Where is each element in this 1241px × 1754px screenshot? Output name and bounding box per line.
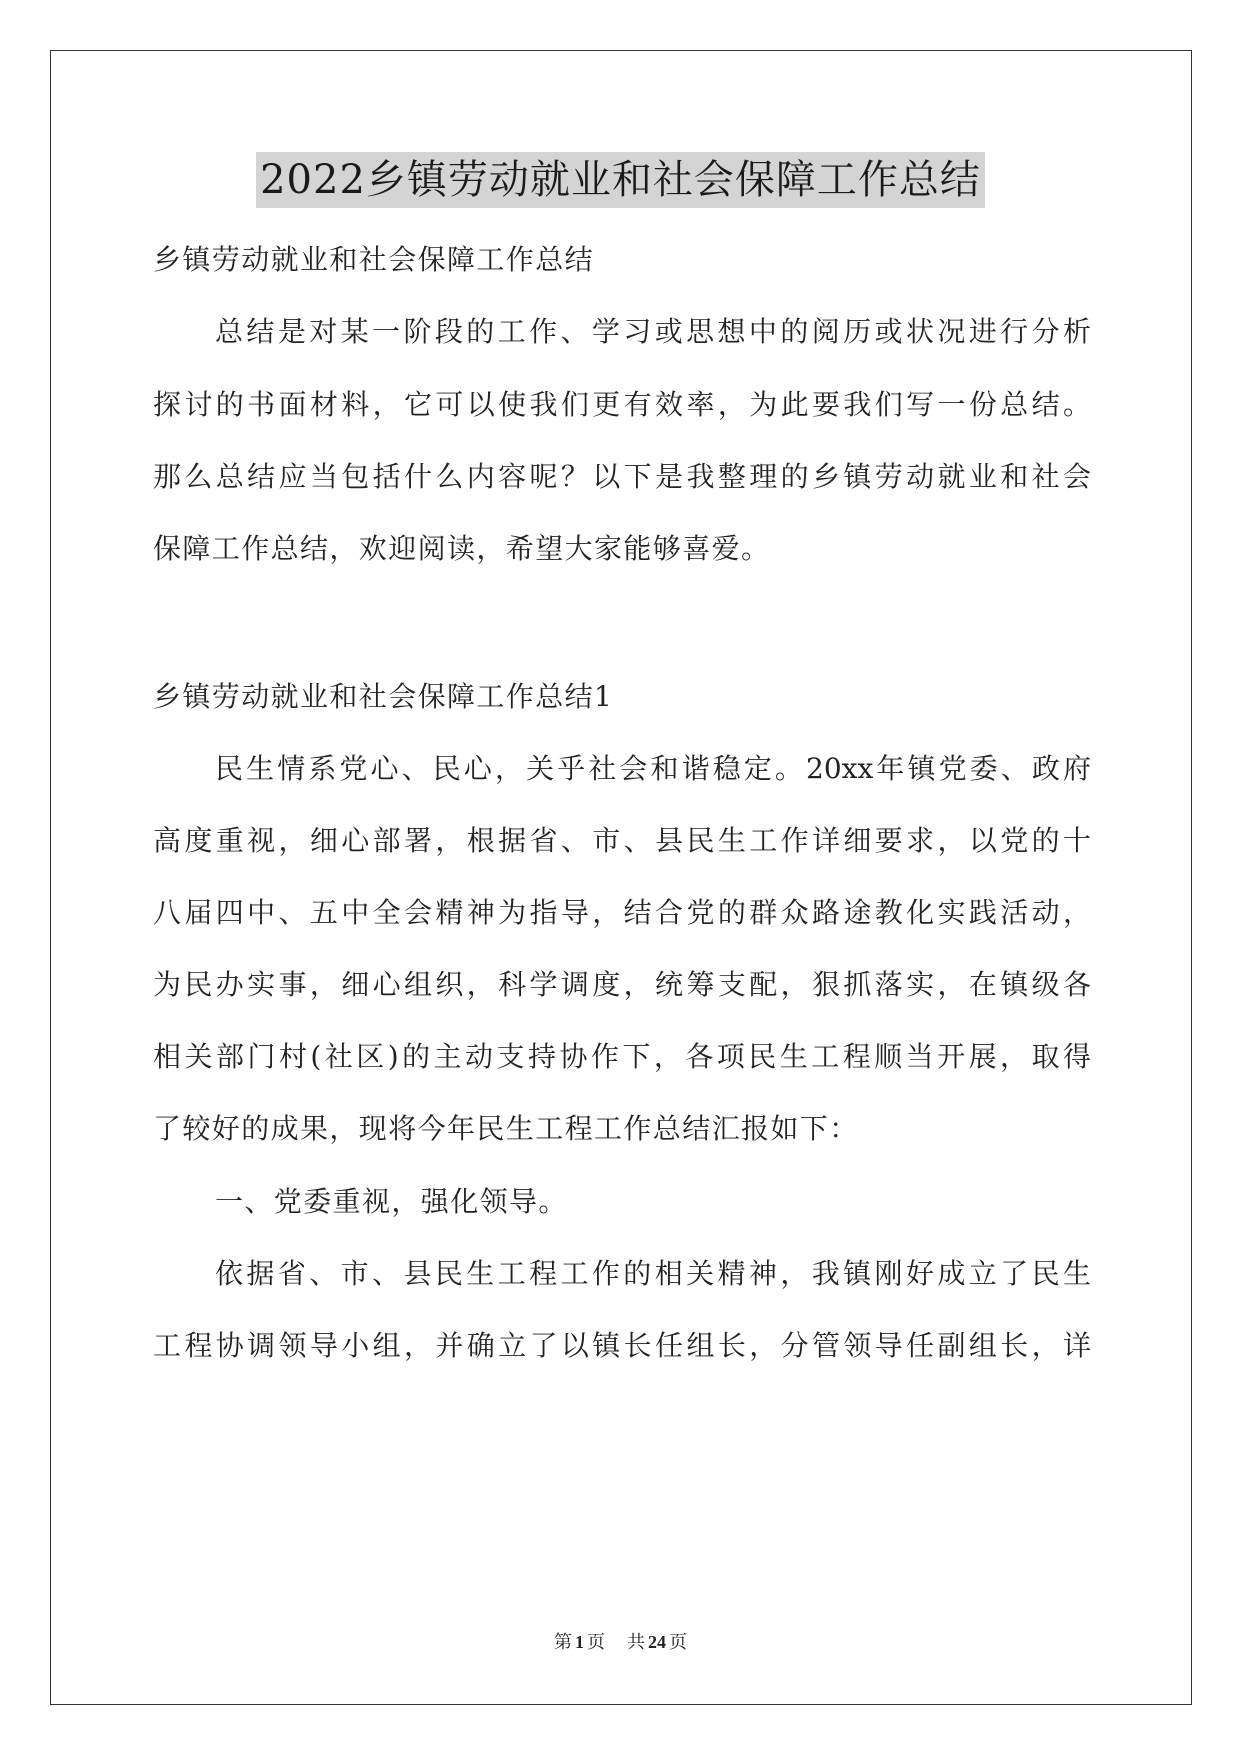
page-border [50,50,1192,1705]
page-suffix: 页 [587,1632,605,1652]
section-line: 民生情系党心、民心，关乎社会和谐稳定。20xx年镇党委、政府 [215,752,1091,785]
page-number: 1 [575,1632,584,1652]
page-footer [0,1630,1241,1654]
section-line: 八届四中、五中全会精神为指导，结合党的群众路途教化实践活动， [153,896,1091,929]
section-line: 高度重视，细心部署，根据省、市、县民生工作详细要求，以党的十 [153,824,1091,857]
total-suffix: 页 [669,1632,687,1652]
intro-line: 保障工作总结，欢迎阅读，希望大家能够喜爱。 [153,532,771,565]
intro-line: 探讨的书面材料，它可以使我们更有效率，为此要我们写一份总结。 [153,388,1091,421]
total-prefix: 共 [627,1632,645,1652]
title-container [0,152,1241,208]
section-line: 相关部门村(社区)的主动支持协作下，各项民生工程顺当开展，取得 [153,1040,1091,1073]
section-line: 为民办实事，细心组织，科学调度，统筹支配，狠抓落实，在镇级各 [153,968,1091,1001]
point-one-heading: 一、党委重视，强化领导。 [215,1185,568,1218]
point-one-line: 工程协调领导小组，并确立了以镇长任组长，分管领导任副组长，详 [153,1329,1091,1362]
document-subtitle: 乡镇劳动就业和社会保障工作总结 [153,243,595,276]
document-title: 2022乡镇劳动就业和社会保障工作总结 [256,152,985,208]
section-heading: 乡镇劳动就业和社会保障工作总结1 [153,680,614,713]
page-prefix: 第 [554,1632,572,1652]
section-line: 了较好的成果，现将今年民生工程工作总结汇报如下： [153,1112,859,1145]
total-pages: 24 [648,1632,666,1652]
intro-line: 那么总结应当包括什么内容呢？以下是我整理的乡镇劳动就业和社会 [153,460,1091,493]
intro-line: 总结是对某一阶段的工作、学习或思想中的阅历或状况进行分析 [215,315,1091,348]
point-one-line: 依据省、市、县民生工程工作的相关精神，我镇刚好成立了民生 [215,1257,1091,1290]
